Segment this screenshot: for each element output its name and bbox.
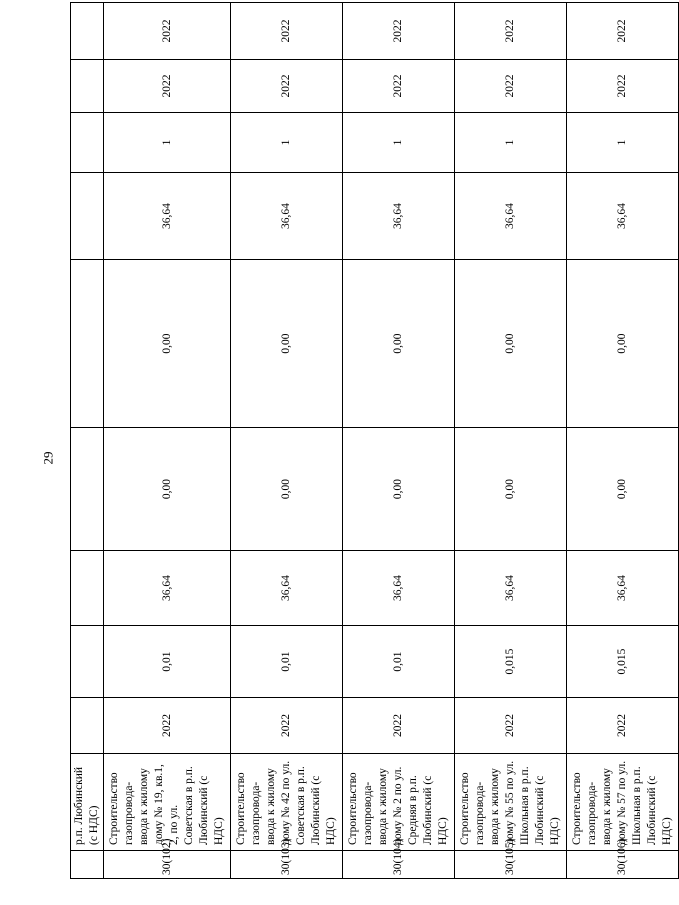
cell-year-b: 2022 bbox=[343, 3, 455, 60]
cell-year-b bbox=[71, 3, 104, 60]
page-number-text: 29 bbox=[40, 451, 55, 465]
cell-length: 0,01 bbox=[104, 626, 231, 698]
cell-length: 0,015 bbox=[567, 626, 679, 698]
cell-num: 30(106) bbox=[567, 851, 679, 879]
cell-count: 1 bbox=[343, 113, 455, 173]
cell-cost-a: 0,00 bbox=[455, 428, 567, 551]
cell-cost-c: 36,64 bbox=[343, 173, 455, 260]
cell-cost-total bbox=[71, 551, 104, 626]
cell-year-start: 2022 bbox=[455, 698, 567, 754]
cell-cost-b: 0,00 bbox=[104, 260, 231, 428]
page-number bbox=[38, 443, 58, 473]
cell-count: 1 bbox=[455, 113, 567, 173]
cell-length: 0,01 bbox=[231, 626, 343, 698]
table-row bbox=[343, 3, 455, 879]
cell-cost-c: 36,64 bbox=[455, 173, 567, 260]
cell-cost-c: 36,64 bbox=[567, 173, 679, 260]
cell-year-start: 2022 bbox=[231, 698, 343, 754]
cell-cost-total: 36,64 bbox=[104, 551, 231, 626]
cell-num bbox=[71, 851, 104, 879]
cell-cost-a: 0,00 bbox=[567, 428, 679, 551]
cell-name: р.п. Любинский (с НДС) bbox=[71, 754, 104, 851]
table-row bbox=[231, 3, 343, 879]
cell-year-start: 2022 bbox=[104, 698, 231, 754]
cell-cost-a: 0,00 bbox=[343, 428, 455, 551]
cell-cost-c: 36,64 bbox=[231, 173, 343, 260]
cell-num: 30(102) bbox=[104, 851, 231, 879]
data-table bbox=[70, 2, 679, 879]
cell-cost-a: 0,00 bbox=[231, 428, 343, 551]
cell-length: 0,01 bbox=[343, 626, 455, 698]
cell-cost-total: 36,64 bbox=[455, 551, 567, 626]
table-row bbox=[567, 3, 679, 879]
cell-cost-total: 36,64 bbox=[231, 551, 343, 626]
cell-cost-total: 36,64 bbox=[343, 551, 455, 626]
cell-year-start: 2022 bbox=[567, 698, 679, 754]
cell-name: Строительство газопровода-ввода к жилому дому № 57 по ул. Школьная в р.п. Любинский (с НДС) bbox=[567, 754, 679, 851]
cell-name: Строительство газопровода-ввода к жилому дому № 2 по ул. Средняя в р.п. Любинский (с НДС) bbox=[343, 754, 455, 851]
table-row bbox=[455, 3, 567, 879]
cell-count bbox=[71, 113, 104, 173]
cell-cost-b: 0,00 bbox=[231, 260, 343, 428]
cell-cost-c bbox=[71, 173, 104, 260]
cell-year-start: 2022 bbox=[343, 698, 455, 754]
cell-cost-b bbox=[71, 260, 104, 428]
cell-name: Строительство газопровода-ввода к жилому дому № 55 по ул. Школьная в р.п. Любинский (с НДС) bbox=[455, 754, 567, 851]
cell-year-a: 2022 bbox=[343, 60, 455, 113]
cell-year-b: 2022 bbox=[567, 3, 679, 60]
cell-cost-b: 0,00 bbox=[567, 260, 679, 428]
cell-name: Строительство газопровода-ввода к жилому дому № 19, кв.1, 2, по ул. Советская в р.п. Любинский (с НДС) bbox=[104, 754, 231, 851]
cell-year-b: 2022 bbox=[104, 3, 231, 60]
cell-cost-c: 36,64 bbox=[104, 173, 231, 260]
cell-year-a: 2022 bbox=[455, 60, 567, 113]
cell-cost-a: 0,00 bbox=[104, 428, 231, 551]
cell-year-a: 2022 bbox=[231, 60, 343, 113]
cell-year-b: 2022 bbox=[455, 3, 567, 60]
cell-count: 1 bbox=[104, 113, 231, 173]
cell-year-start bbox=[71, 698, 104, 754]
cell-length bbox=[71, 626, 104, 698]
cell-year-a: 2022 bbox=[567, 60, 679, 113]
cell-num: 30(104) bbox=[343, 851, 455, 879]
cell-num: 30(105) bbox=[455, 851, 567, 879]
cell-year-b: 2022 bbox=[231, 3, 343, 60]
cell-count: 1 bbox=[231, 113, 343, 173]
table-wrapper bbox=[70, 19, 673, 879]
cell-year-a: 2022 bbox=[104, 60, 231, 113]
table-row-carry bbox=[71, 3, 104, 879]
table-row bbox=[104, 3, 231, 879]
cell-count: 1 bbox=[567, 113, 679, 173]
cell-length: 0,015 bbox=[455, 626, 567, 698]
cell-cost-a bbox=[71, 428, 104, 551]
cell-cost-b: 0,00 bbox=[343, 260, 455, 428]
cell-name: Строительство газопровода-ввода к жилому дому № 42 по ул. Советская в р.п. Любинский (с НДС) bbox=[231, 754, 343, 851]
cell-cost-b: 0,00 bbox=[455, 260, 567, 428]
cell-year-a bbox=[71, 60, 104, 113]
cell-cost-total: 36,64 bbox=[567, 551, 679, 626]
cell-num: 30(103) bbox=[231, 851, 343, 879]
